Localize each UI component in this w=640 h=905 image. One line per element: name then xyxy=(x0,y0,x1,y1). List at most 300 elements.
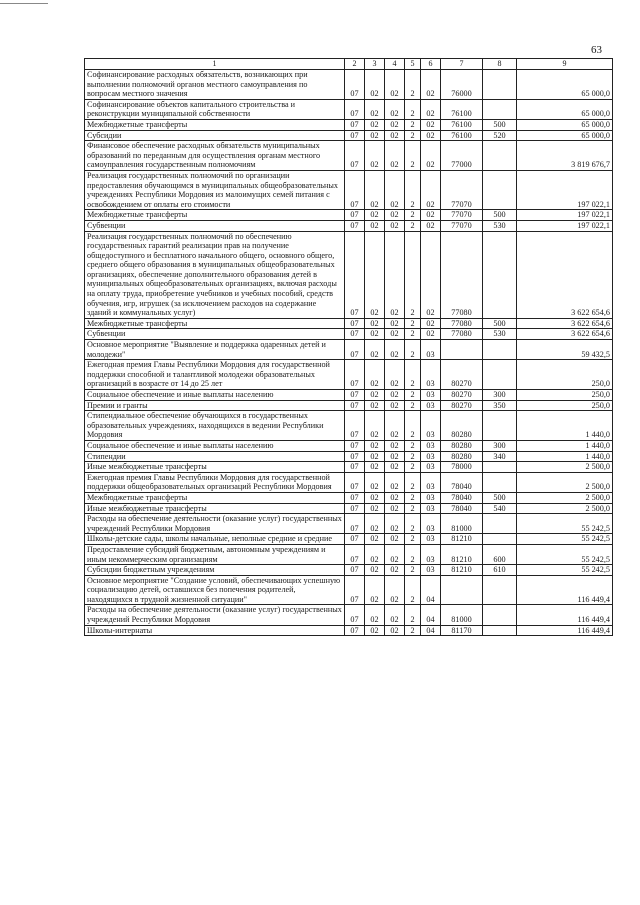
row-code-cell-c6: 04 xyxy=(421,575,441,605)
row-code-cell-c8 xyxy=(483,70,517,100)
row-code-cell-c8 xyxy=(483,575,517,605)
row-code-cell-c2: 07 xyxy=(345,329,365,340)
row-code-cell-c4: 02 xyxy=(385,492,405,503)
row-code-cell-c2: 07 xyxy=(345,390,365,401)
row-code-cell-c7: 77080 xyxy=(441,318,483,329)
row-code-cell-c3: 02 xyxy=(365,130,385,141)
row-code-cell-c2: 07 xyxy=(345,472,365,492)
row-code-cell-c3: 02 xyxy=(365,411,385,441)
row-code-cell-c2: 07 xyxy=(345,360,365,390)
row-code-cell-c7: 80270 xyxy=(441,360,483,390)
table-row xyxy=(85,514,613,534)
row-code-cell-c2: 07 xyxy=(345,575,365,605)
row-code-cell-c4: 02 xyxy=(385,130,405,141)
row-sum-cell: 65 000,0 xyxy=(517,119,613,130)
row-code-cell-c6: 03 xyxy=(421,503,441,514)
row-code-cell-c7: 76000 xyxy=(441,70,483,100)
row-sum-cell: 3 622 654,6 xyxy=(517,318,613,329)
row-code-cell-c5: 2 xyxy=(405,231,421,318)
table-row xyxy=(85,141,613,171)
row-code-cell-c7: 78040 xyxy=(441,503,483,514)
row-code-cell-c3: 02 xyxy=(365,220,385,231)
row-code-cell-c8 xyxy=(483,231,517,318)
row-code-cell-c6: 03 xyxy=(421,360,441,390)
table-row xyxy=(85,329,613,340)
row-code-cell-c4: 02 xyxy=(385,565,405,576)
row-code-cell-c2: 07 xyxy=(345,440,365,451)
row-code-cell-c4: 02 xyxy=(385,472,405,492)
row-code-cell-c4: 02 xyxy=(385,411,405,441)
row-code-cell-c3: 02 xyxy=(365,462,385,473)
row-code-cell-c2: 07 xyxy=(345,220,365,231)
row-code-cell-c6: 03 xyxy=(421,390,441,401)
row-code-cell-c5: 2 xyxy=(405,220,421,231)
row-sum-cell: 197 022,1 xyxy=(517,210,613,221)
row-code-cell-c8: 500 xyxy=(483,318,517,329)
row-sum-cell: 197 022,1 xyxy=(517,220,613,231)
row-code-cell-c3: 02 xyxy=(365,119,385,130)
column-header: 1 xyxy=(85,59,345,70)
row-code-cell-c7: 77000 xyxy=(441,141,483,171)
column-header: 4 xyxy=(385,59,405,70)
row-sum-cell: 65 000,0 xyxy=(517,130,613,141)
row-code-cell-c5: 2 xyxy=(405,462,421,473)
row-code-cell-c4: 02 xyxy=(385,400,405,411)
table-row xyxy=(85,544,613,564)
row-code-cell-c7: 81210 xyxy=(441,534,483,545)
row-code-cell-c8 xyxy=(483,605,517,625)
table-row xyxy=(85,411,613,441)
row-code-cell-c6: 03 xyxy=(421,534,441,545)
row-code-cell-c2: 07 xyxy=(345,70,365,100)
row-code-cell-c3: 02 xyxy=(365,360,385,390)
row-sum-cell: 55 242,5 xyxy=(517,544,613,564)
table-row xyxy=(85,400,613,411)
row-code-cell-c6: 03 xyxy=(421,492,441,503)
table-row xyxy=(85,565,613,576)
row-name-cell: Софинансирование объектов капитального строительства и реконструкции муниципальной собственности xyxy=(85,99,345,119)
row-sum-cell: 116 449,4 xyxy=(517,625,613,636)
row-code-cell-c2: 07 xyxy=(345,625,365,636)
row-code-cell-c5: 2 xyxy=(405,411,421,441)
row-code-cell-c8: 610 xyxy=(483,565,517,576)
row-code-cell-c7: 77070 xyxy=(441,210,483,221)
row-code-cell-c2: 07 xyxy=(345,544,365,564)
row-code-cell-c7: 81210 xyxy=(441,565,483,576)
row-code-cell-c4: 02 xyxy=(385,534,405,545)
row-code-cell-c7: 76100 xyxy=(441,119,483,130)
row-code-cell-c2: 07 xyxy=(345,141,365,171)
row-code-cell-c6: 03 xyxy=(421,565,441,576)
row-code-cell-c2: 07 xyxy=(345,231,365,318)
row-code-cell-c6: 02 xyxy=(421,231,441,318)
row-name-cell: Стипендиальное обеспечение обучающихся в государственных образовательных учреждениях, находящихся в ведении Республики Мордовия xyxy=(85,411,345,441)
row-code-cell-c5: 2 xyxy=(405,318,421,329)
row-name-cell: Субвенции xyxy=(85,220,345,231)
row-sum-cell: 3 819 676,7 xyxy=(517,141,613,171)
row-name-cell: Социальное обеспечение и иные выплаты населению xyxy=(85,390,345,401)
row-code-cell-c5: 2 xyxy=(405,575,421,605)
column-header: 5 xyxy=(405,59,421,70)
row-name-cell: Субсидии xyxy=(85,130,345,141)
row-sum-cell: 2 500,0 xyxy=(517,472,613,492)
row-code-cell-c4: 02 xyxy=(385,625,405,636)
row-code-cell-c7: 80280 xyxy=(441,451,483,462)
row-sum-cell: 250,0 xyxy=(517,390,613,401)
row-code-cell-c6: 03 xyxy=(421,411,441,441)
row-code-cell-c5: 2 xyxy=(405,170,421,209)
row-code-cell-c5: 2 xyxy=(405,390,421,401)
row-sum-cell: 65 000,0 xyxy=(517,99,613,119)
row-name-cell: Ежегодная премия Главы Республики Мордовия для государственной поддержки способной и талантливой молодежи образовательных организаций в возрасте от 14 до 25 лет xyxy=(85,360,345,390)
row-code-cell-c4: 02 xyxy=(385,70,405,100)
row-code-cell-c4: 02 xyxy=(385,329,405,340)
row-code-cell-c3: 02 xyxy=(365,390,385,401)
table-row xyxy=(85,99,613,119)
row-sum-cell: 1 440,0 xyxy=(517,451,613,462)
column-header: 3 xyxy=(365,59,385,70)
row-code-cell-c7: 78040 xyxy=(441,492,483,503)
row-code-cell-c3: 02 xyxy=(365,400,385,411)
row-code-cell-c6: 02 xyxy=(421,130,441,141)
row-code-cell-c5: 2 xyxy=(405,534,421,545)
row-code-cell-c8 xyxy=(483,170,517,209)
row-code-cell-c5: 2 xyxy=(405,565,421,576)
row-code-cell-c2: 07 xyxy=(345,99,365,119)
row-code-cell-c4: 02 xyxy=(385,544,405,564)
table-row xyxy=(85,231,613,318)
column-header: 8 xyxy=(483,59,517,70)
row-name-cell: Школы-детские сады, школы начальные, неполные средние и средние xyxy=(85,534,345,545)
row-code-cell-c8 xyxy=(483,99,517,119)
row-code-cell-c6: 03 xyxy=(421,472,441,492)
row-code-cell-c6: 02 xyxy=(421,170,441,209)
row-name-cell: Реализация государственных полномочий по организации предоставления обучающимся в муниципальных общеобразовательных учреждениях Республики Мордовия из малоимущих семей питания с освобождением от оплаты его стоимости xyxy=(85,170,345,209)
row-code-cell-c6: 02 xyxy=(421,318,441,329)
row-sum-cell: 250,0 xyxy=(517,360,613,390)
row-name-cell: Предоставление субсидий бюджетным, автономным учреждениям и иным некоммерческим организациям xyxy=(85,544,345,564)
row-sum-cell: 55 242,5 xyxy=(517,514,613,534)
row-code-cell-c2: 07 xyxy=(345,565,365,576)
row-code-cell-c3: 02 xyxy=(365,544,385,564)
row-code-cell-c4: 02 xyxy=(385,99,405,119)
row-code-cell-c2: 07 xyxy=(345,210,365,221)
row-code-cell-c7: 78000 xyxy=(441,462,483,473)
row-sum-cell: 250,0 xyxy=(517,400,613,411)
row-sum-cell: 55 242,5 xyxy=(517,534,613,545)
row-code-cell-c4: 02 xyxy=(385,451,405,462)
row-code-cell-c4: 02 xyxy=(385,360,405,390)
row-code-cell-c2: 07 xyxy=(345,411,365,441)
table-row xyxy=(85,318,613,329)
row-code-cell-c6: 02 xyxy=(421,141,441,171)
row-code-cell-c7: 80270 xyxy=(441,400,483,411)
row-code-cell-c2: 07 xyxy=(345,605,365,625)
table-row xyxy=(85,451,613,462)
row-sum-cell: 1 440,0 xyxy=(517,411,613,441)
row-code-cell-c7: 81000 xyxy=(441,605,483,625)
row-sum-cell: 55 242,5 xyxy=(517,565,613,576)
row-code-cell-c8: 300 xyxy=(483,440,517,451)
row-code-cell-c6: 02 xyxy=(421,119,441,130)
row-code-cell-c5: 2 xyxy=(405,472,421,492)
row-code-cell-c8 xyxy=(483,340,517,360)
row-name-cell: Стипендии xyxy=(85,451,345,462)
table-row xyxy=(85,340,613,360)
row-code-cell-c8: 500 xyxy=(483,119,517,130)
row-sum-cell: 2 500,0 xyxy=(517,462,613,473)
row-code-cell-c7 xyxy=(441,575,483,605)
row-code-cell-c5: 2 xyxy=(405,70,421,100)
row-name-cell: Софинансирование расходных обязательств, возникающих при выполнении полномочий органов местного самоуправления по вопросам местного значения xyxy=(85,70,345,100)
row-code-cell-c3: 02 xyxy=(365,492,385,503)
row-code-cell-c5: 2 xyxy=(405,130,421,141)
row-code-cell-c8 xyxy=(483,360,517,390)
row-code-cell-c8: 350 xyxy=(483,400,517,411)
row-code-cell-c7: 81000 xyxy=(441,514,483,534)
row-code-cell-c6: 02 xyxy=(421,99,441,119)
row-code-cell-c8: 520 xyxy=(483,130,517,141)
row-code-cell-c4: 02 xyxy=(385,440,405,451)
row-code-cell-c5: 2 xyxy=(405,451,421,462)
table-row xyxy=(85,210,613,221)
row-code-cell-c4: 02 xyxy=(385,503,405,514)
table-row xyxy=(85,472,613,492)
row-code-cell-c7: 76100 xyxy=(441,130,483,141)
row-name-cell: Иные межбюджетные трансферты xyxy=(85,503,345,514)
row-code-cell-c6: 03 xyxy=(421,440,441,451)
row-code-cell-c8: 500 xyxy=(483,210,517,221)
table-row xyxy=(85,534,613,545)
row-code-cell-c2: 07 xyxy=(345,170,365,209)
row-code-cell-c4: 02 xyxy=(385,119,405,130)
row-code-cell-c3: 02 xyxy=(365,210,385,221)
row-code-cell-c5: 2 xyxy=(405,544,421,564)
row-code-cell-c6: 02 xyxy=(421,70,441,100)
row-sum-cell: 116 449,4 xyxy=(517,605,613,625)
row-code-cell-c2: 07 xyxy=(345,451,365,462)
row-name-cell: Межбюджетные трансферты xyxy=(85,210,345,221)
row-code-cell-c4: 02 xyxy=(385,605,405,625)
table-row xyxy=(85,360,613,390)
row-code-cell-c2: 07 xyxy=(345,119,365,130)
table-body xyxy=(85,70,613,636)
table-row xyxy=(85,220,613,231)
table-row xyxy=(85,625,613,636)
row-code-cell-c4: 02 xyxy=(385,220,405,231)
row-code-cell-c6: 02 xyxy=(421,210,441,221)
row-code-cell-c5: 2 xyxy=(405,440,421,451)
row-code-cell-c7: 77070 xyxy=(441,220,483,231)
row-name-cell: Межбюджетные трансферты xyxy=(85,492,345,503)
row-name-cell: Основное мероприятие "Создание условий, обеспечивающих успешную социализацию детей, оставшихся без попечения родителей, находящихся в трудной жизненной ситуации" xyxy=(85,575,345,605)
row-code-cell-c7: 81210 xyxy=(441,544,483,564)
column-header: 2 xyxy=(345,59,365,70)
row-code-cell-c4: 02 xyxy=(385,514,405,534)
row-sum-cell: 3 622 654,6 xyxy=(517,231,613,318)
row-code-cell-c3: 02 xyxy=(365,605,385,625)
row-code-cell-c7: 80270 xyxy=(441,390,483,401)
column-header: 6 xyxy=(421,59,441,70)
row-code-cell-c3: 02 xyxy=(365,440,385,451)
row-code-cell-c3: 02 xyxy=(365,340,385,360)
row-name-cell: Премии и гранты xyxy=(85,400,345,411)
row-code-cell-c3: 02 xyxy=(365,170,385,209)
row-code-cell-c8 xyxy=(483,411,517,441)
row-code-cell-c5: 2 xyxy=(405,360,421,390)
row-code-cell-c6: 03 xyxy=(421,462,441,473)
row-code-cell-c8 xyxy=(483,625,517,636)
row-code-cell-c3: 02 xyxy=(365,534,385,545)
row-code-cell-c6: 03 xyxy=(421,340,441,360)
row-code-cell-c7: 78040 xyxy=(441,472,483,492)
row-code-cell-c4: 02 xyxy=(385,170,405,209)
row-code-cell-c3: 02 xyxy=(365,514,385,534)
row-code-cell-c6: 04 xyxy=(421,605,441,625)
row-code-cell-c8 xyxy=(483,472,517,492)
row-code-cell-c8: 530 xyxy=(483,220,517,231)
row-sum-cell: 3 622 654,6 xyxy=(517,329,613,340)
row-code-cell-c4: 02 xyxy=(385,231,405,318)
row-code-cell-c8 xyxy=(483,534,517,545)
row-code-cell-c8: 340 xyxy=(483,451,517,462)
table-header-row xyxy=(85,59,613,70)
row-code-cell-c4: 02 xyxy=(385,340,405,360)
table-row xyxy=(85,462,613,473)
row-code-cell-c6: 04 xyxy=(421,625,441,636)
row-code-cell-c2: 07 xyxy=(345,492,365,503)
row-code-cell-c8: 530 xyxy=(483,329,517,340)
row-code-cell-c5: 2 xyxy=(405,605,421,625)
row-code-cell-c6: 03 xyxy=(421,544,441,564)
row-name-cell: Субвенции xyxy=(85,329,345,340)
row-code-cell-c4: 02 xyxy=(385,141,405,171)
row-code-cell-c3: 02 xyxy=(365,472,385,492)
table-row xyxy=(85,440,613,451)
row-code-cell-c4: 02 xyxy=(385,318,405,329)
row-code-cell-c2: 07 xyxy=(345,130,365,141)
row-code-cell-c2: 07 xyxy=(345,534,365,545)
row-code-cell-c5: 2 xyxy=(405,503,421,514)
table-row xyxy=(85,605,613,625)
page-number: 63 xyxy=(591,44,602,56)
row-name-cell: Расходы на обеспечение деятельности (оказание услуг) государственных учреждений Республики Мордовия xyxy=(85,605,345,625)
row-code-cell-c2: 07 xyxy=(345,503,365,514)
row-name-cell: Иные межбюджетные трансферты xyxy=(85,462,345,473)
table-row xyxy=(85,70,613,100)
row-code-cell-c7: 77080 xyxy=(441,231,483,318)
row-code-cell-c2: 07 xyxy=(345,340,365,360)
row-name-cell: Ежегодная премия Главы Республики Мордовия для государственной поддержки общеобразовательных организаций Республики Мордовия xyxy=(85,472,345,492)
row-code-cell-c5: 2 xyxy=(405,329,421,340)
row-code-cell-c5: 2 xyxy=(405,340,421,360)
row-sum-cell: 197 022,1 xyxy=(517,170,613,209)
row-code-cell-c5: 2 xyxy=(405,514,421,534)
table-row xyxy=(85,492,613,503)
table-row xyxy=(85,130,613,141)
row-name-cell: Межбюджетные трансферты xyxy=(85,318,345,329)
row-code-cell-c6: 03 xyxy=(421,514,441,534)
row-code-cell-c2: 07 xyxy=(345,514,365,534)
row-code-cell-c5: 2 xyxy=(405,99,421,119)
row-code-cell-c2: 07 xyxy=(345,318,365,329)
row-code-cell-c3: 02 xyxy=(365,141,385,171)
row-code-cell-c3: 02 xyxy=(365,451,385,462)
row-code-cell-c2: 07 xyxy=(345,462,365,473)
row-code-cell-c3: 02 xyxy=(365,318,385,329)
row-sum-cell: 116 449,4 xyxy=(517,575,613,605)
row-name-cell: Школы-интернаты xyxy=(85,625,345,636)
budget-table xyxy=(84,58,613,636)
row-code-cell-c4: 02 xyxy=(385,390,405,401)
row-code-cell-c4: 02 xyxy=(385,210,405,221)
row-sum-cell: 2 500,0 xyxy=(517,503,613,514)
row-code-cell-c8: 540 xyxy=(483,503,517,514)
row-code-cell-c7: 76100 xyxy=(441,99,483,119)
table-row xyxy=(85,119,613,130)
row-name-cell: Межбюджетные трансферты xyxy=(85,119,345,130)
row-sum-cell: 59 432,5 xyxy=(517,340,613,360)
row-code-cell-c8: 300 xyxy=(483,390,517,401)
row-name-cell: Субсидии бюджетным учреждениям xyxy=(85,565,345,576)
row-code-cell-c4: 02 xyxy=(385,462,405,473)
row-code-cell-c8 xyxy=(483,141,517,171)
scan-edge-rule xyxy=(0,3,48,4)
row-code-cell-c3: 02 xyxy=(365,565,385,576)
row-sum-cell: 65 000,0 xyxy=(517,70,613,100)
row-code-cell-c3: 02 xyxy=(365,70,385,100)
row-code-cell-c3: 02 xyxy=(365,503,385,514)
row-code-cell-c7: 81170 xyxy=(441,625,483,636)
row-code-cell-c5: 2 xyxy=(405,119,421,130)
row-code-cell-c6: 03 xyxy=(421,451,441,462)
row-code-cell-c3: 02 xyxy=(365,329,385,340)
table-row xyxy=(85,170,613,209)
row-code-cell-c6: 02 xyxy=(421,220,441,231)
row-name-cell: Социальное обеспечение и иные выплаты населению xyxy=(85,440,345,451)
row-code-cell-c7: 80280 xyxy=(441,440,483,451)
row-code-cell-c5: 2 xyxy=(405,141,421,171)
table-row xyxy=(85,390,613,401)
row-code-cell-c5: 2 xyxy=(405,210,421,221)
row-code-cell-c6: 02 xyxy=(421,329,441,340)
row-code-cell-c5: 2 xyxy=(405,625,421,636)
column-header: 9 xyxy=(517,59,613,70)
table-row xyxy=(85,575,613,605)
table-row xyxy=(85,503,613,514)
row-name-cell: Расходы на обеспечение деятельности (оказание услуг) государственных учреждений Республики Мордовия xyxy=(85,514,345,534)
row-code-cell-c3: 02 xyxy=(365,231,385,318)
row-code-cell-c7: 77070 xyxy=(441,170,483,209)
row-code-cell-c8 xyxy=(483,462,517,473)
row-code-cell-c7: 77080 xyxy=(441,329,483,340)
row-code-cell-c8 xyxy=(483,514,517,534)
row-code-cell-c6: 03 xyxy=(421,400,441,411)
row-name-cell: Финансовое обеспечение расходных обязательств муниципальных образований по переданным для осуществления органам местного самоуправления государственным полномочиям xyxy=(85,141,345,171)
column-header: 7 xyxy=(441,59,483,70)
row-code-cell-c3: 02 xyxy=(365,99,385,119)
row-code-cell-c8: 500 xyxy=(483,492,517,503)
row-sum-cell: 2 500,0 xyxy=(517,492,613,503)
row-code-cell-c3: 02 xyxy=(365,575,385,605)
row-code-cell-c4: 02 xyxy=(385,575,405,605)
row-code-cell-c5: 2 xyxy=(405,492,421,503)
row-code-cell-c7 xyxy=(441,340,483,360)
row-code-cell-c7: 80280 xyxy=(441,411,483,441)
row-name-cell: Реализация государственных полномочий по обеспечению государственных гарантий реализации прав на получение общедоступного и бесплатного начального общего, основного общего, среднего общего образования в муниципальных общеобразовательных организациях, обеспечение дополнительного образования детей в муниципальных общеобразовательных организациях, включая расходы на оплату труда, приобретение учебников и учебных пособий, средств обучения, игр, игрушек (за исключением расходов на содержание зданий и коммунальных услуг) xyxy=(85,231,345,318)
row-sum-cell: 1 440,0 xyxy=(517,440,613,451)
row-code-cell-c8: 600 xyxy=(483,544,517,564)
